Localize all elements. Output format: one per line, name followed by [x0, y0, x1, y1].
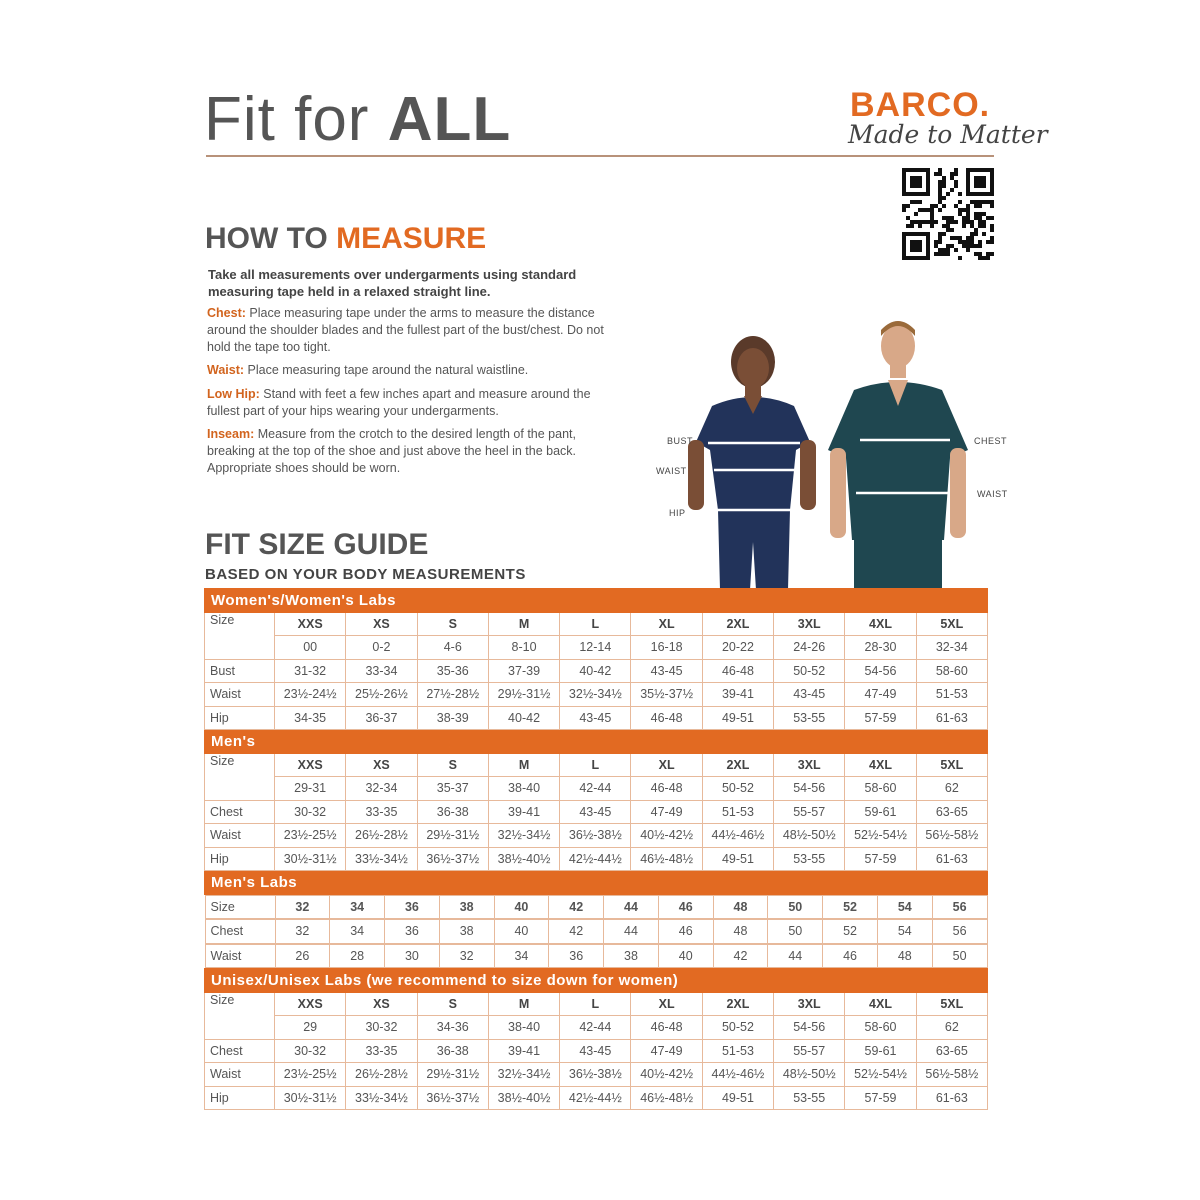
value-cell: 51-53	[702, 800, 773, 824]
numeric-size-cell: 46-48	[631, 777, 702, 801]
value-cell: 34	[330, 920, 385, 944]
table-row	[205, 1086, 988, 1110]
numeric-size-cell: 54-56	[774, 777, 845, 801]
row-label: Waist	[205, 1063, 275, 1087]
numeric-size-cell: 38-40	[488, 1016, 559, 1040]
value-cell: 44	[768, 944, 823, 968]
value-cell: 40½-42½	[631, 824, 702, 848]
value-cell: 48	[713, 920, 768, 944]
page-title: Fit for ALL	[204, 85, 512, 154]
value-cell: 38-39	[417, 706, 488, 730]
numeric-size-cell: 20-22	[702, 636, 773, 660]
size-cell: XXS	[275, 753, 346, 777]
value-cell: 43-45	[631, 659, 702, 683]
value-cell: 52	[823, 920, 878, 944]
value-cell: 52	[823, 895, 878, 919]
table-row	[205, 659, 988, 683]
value-cell: 57-59	[845, 847, 916, 871]
value-cell: 30-32	[275, 800, 346, 824]
size-cell: 3XL	[774, 753, 845, 777]
value-cell: 47-49	[631, 1039, 702, 1063]
value-cell: 46-48	[702, 659, 773, 683]
table-row	[205, 636, 988, 660]
value-cell: 56½-58½	[916, 824, 987, 848]
numeric-size-cell: 4-6	[417, 636, 488, 660]
table-row	[205, 800, 988, 824]
numeric-size-cell: 42-44	[560, 777, 631, 801]
value-cell: 39-41	[702, 683, 773, 707]
value-cell: 50	[932, 944, 987, 968]
value-cell: 46½-48½	[631, 1086, 702, 1110]
inseam-instruction: Inseam: Measure from the crotch to the desired length of the pant, breaking at the top of the shoe and just above the heel in the back. Appropriate shoes should be worn.	[207, 427, 577, 475]
value-cell: 55-57	[774, 1039, 845, 1063]
value-cell: 36½-37½	[417, 1086, 488, 1110]
value-cell: 37-39	[488, 659, 559, 683]
numeric-size-cell: 29	[275, 1016, 346, 1040]
table-row	[205, 683, 988, 707]
value-cell: 39-41	[488, 1039, 559, 1063]
size-cell: XXS	[275, 992, 346, 1016]
size-cell: 3XL	[774, 612, 845, 636]
value-cell: 32	[275, 920, 330, 944]
lab-row-table	[205, 944, 988, 969]
size-cell: 2XL	[702, 753, 773, 777]
size-cell: S	[417, 612, 488, 636]
table-row	[205, 1039, 988, 1063]
section-title: Women's/Women's Labs	[205, 589, 988, 613]
value-cell: 34	[330, 895, 385, 919]
row-label: Size	[205, 753, 275, 800]
bust-label: BUST	[667, 436, 694, 446]
value-cell: 25½-26½	[346, 683, 417, 707]
value-cell: 36-38	[417, 800, 488, 824]
row-label: Size	[205, 992, 275, 1039]
value-cell: 56½-58½	[916, 1063, 987, 1087]
row-label: Waist	[205, 824, 275, 848]
qr-code-icon[interactable]	[902, 168, 994, 260]
table-row	[205, 894, 988, 919]
size-cell: 4XL	[845, 753, 916, 777]
value-cell: 30-32	[275, 1039, 346, 1063]
value-cell: 46½-48½	[631, 847, 702, 871]
value-cell: 28	[330, 944, 385, 968]
row-label: Hip	[205, 847, 275, 871]
value-cell: 33-35	[346, 800, 417, 824]
value-cell: 50	[768, 920, 823, 944]
value-cell: 36	[385, 920, 440, 944]
row-label: Bust	[205, 659, 275, 683]
value-cell: 47-49	[845, 683, 916, 707]
value-cell: 44	[604, 920, 659, 944]
value-cell: 42½-44½	[560, 1086, 631, 1110]
size-cell: S	[417, 753, 488, 777]
numeric-size-cell: 58-60	[845, 777, 916, 801]
value-cell: 30½-31½	[275, 847, 346, 871]
lab-row-holder	[205, 894, 988, 919]
size-cell: 4XL	[845, 612, 916, 636]
value-cell: 30½-31½	[275, 1086, 346, 1110]
value-cell: 32½-34½	[488, 1063, 559, 1087]
value-cell: 51-53	[702, 1039, 773, 1063]
brand-tagline: Made to Matter	[848, 120, 1048, 149]
numeric-size-cell: 50-52	[702, 1016, 773, 1040]
value-cell: 61-63	[916, 847, 987, 871]
table-row	[205, 1016, 988, 1040]
table-row	[205, 1063, 988, 1087]
row-label: Hip	[205, 1086, 275, 1110]
value-cell: 32	[275, 895, 330, 919]
numeric-size-cell: 50-52	[702, 777, 773, 801]
value-cell: 48½-50½	[774, 824, 845, 848]
value-cell: 56	[932, 920, 987, 944]
row-label: Size	[205, 612, 275, 659]
size-cell: 2XL	[702, 612, 773, 636]
section-header	[205, 589, 988, 613]
size-cell: XS	[346, 992, 417, 1016]
value-cell: 50	[768, 895, 823, 919]
value-cell: 38	[439, 920, 494, 944]
value-cell: 43-45	[774, 683, 845, 707]
value-cell: 26	[275, 944, 330, 968]
value-cell: 49-51	[702, 1086, 773, 1110]
value-cell: 56	[932, 895, 987, 919]
title-divider	[206, 155, 994, 157]
value-cell: 38	[439, 895, 494, 919]
value-cell: 32½-34½	[560, 683, 631, 707]
value-cell: 53-55	[774, 706, 845, 730]
value-cell: 35½-37½	[631, 683, 702, 707]
section-header	[205, 730, 988, 754]
value-cell: 40-42	[488, 706, 559, 730]
value-cell: 61-63	[916, 1086, 987, 1110]
value-cell: 36-37	[346, 706, 417, 730]
value-cell: 39-41	[488, 800, 559, 824]
value-cell: 29½-31½	[417, 1063, 488, 1087]
value-cell: 29½-31½	[417, 824, 488, 848]
value-cell: 36½-38½	[560, 1063, 631, 1087]
size-cell: 4XL	[845, 992, 916, 1016]
value-cell: 38½-40½	[488, 1086, 559, 1110]
waist-label-man: WAIST	[977, 489, 1008, 499]
fit-size-guide-heading: FIT SIZE GUIDE	[205, 528, 429, 561]
value-cell: 48	[713, 895, 768, 919]
value-cell: 32½-34½	[488, 824, 559, 848]
woman-model	[688, 336, 816, 590]
numeric-size-cell: 32-34	[916, 636, 987, 660]
row-label: Chest	[205, 800, 275, 824]
numeric-size-cell: 42-44	[560, 1016, 631, 1040]
lab-row-holder	[205, 944, 988, 969]
section-title: Men's Labs	[205, 871, 988, 895]
value-cell: 32	[439, 944, 494, 968]
value-cell: 33½-34½	[346, 847, 417, 871]
value-cell: 44½-46½	[702, 824, 773, 848]
value-cell: 40½-42½	[631, 1063, 702, 1087]
value-cell: 50-52	[774, 659, 845, 683]
low-hip-instruction: Low Hip: Stand with feet a few inches apart and measure around the fullest part of your hips wearing your undergarments.	[207, 387, 591, 418]
value-cell: 44	[604, 895, 659, 919]
numeric-size-cell: 00	[275, 636, 346, 660]
value-cell: 48	[877, 944, 932, 968]
value-cell: 29½-31½	[488, 683, 559, 707]
measure-intro: Take all measurements over undergarments using standard measuring tape held in a relaxed straight line.	[208, 267, 577, 299]
size-cell: L	[560, 992, 631, 1016]
numeric-size-cell: 30-32	[346, 1016, 417, 1040]
numeric-size-cell: 28-30	[845, 636, 916, 660]
row-label: Chest	[205, 1039, 275, 1063]
chest-instruction: Chest: Place measuring tape under the arms to measure the distance around the shoulder blades and the fullest part of the bust/chest. Do not hold the tape too tight.	[207, 306, 604, 354]
table-row	[205, 944, 988, 969]
numeric-size-cell: 12-14	[560, 636, 631, 660]
size-cell: 2XL	[702, 992, 773, 1016]
value-cell: 33½-34½	[346, 1086, 417, 1110]
value-cell: 49-51	[702, 847, 773, 871]
size-cell: XS	[346, 753, 417, 777]
table-row	[205, 919, 988, 944]
value-cell: 52½-54½	[845, 1063, 916, 1087]
row-label: Waist	[205, 944, 275, 968]
value-cell: 48½-50½	[774, 1063, 845, 1087]
size-cell: M	[488, 992, 559, 1016]
size-cell: XL	[631, 612, 702, 636]
table-row	[205, 753, 988, 777]
value-cell: 49-51	[702, 706, 773, 730]
lab-row-table	[205, 895, 988, 920]
value-cell: 46	[658, 920, 713, 944]
value-cell: 34	[494, 944, 549, 968]
value-cell: 43-45	[560, 1039, 631, 1063]
section-title: Men's	[205, 730, 988, 754]
lab-row-holder	[205, 919, 988, 944]
table-row	[205, 777, 988, 801]
value-cell: 34-35	[275, 706, 346, 730]
value-cell: 42	[549, 895, 604, 919]
models-figure	[650, 310, 1010, 590]
fit-size-guide-subheading: BASED ON YOUR BODY MEASUREMENTS	[205, 566, 526, 583]
how-to-measure-heading: HOW TO MEASURE	[205, 222, 487, 255]
value-cell: 23½-25½	[275, 824, 346, 848]
value-cell: 57-59	[845, 706, 916, 730]
value-cell: 23½-24½	[275, 683, 346, 707]
numeric-size-cell: 16-18	[631, 636, 702, 660]
value-cell: 53-55	[774, 847, 845, 871]
value-cell: 36-38	[417, 1039, 488, 1063]
size-cell: 5XL	[916, 992, 987, 1016]
value-cell: 46-48	[631, 706, 702, 730]
value-cell: 54	[877, 895, 932, 919]
value-cell: 26½-28½	[346, 824, 417, 848]
value-cell: 47-49	[631, 800, 702, 824]
value-cell: 27½-28½	[417, 683, 488, 707]
size-cell: XS	[346, 612, 417, 636]
value-cell: 54-56	[845, 659, 916, 683]
value-cell: 40	[658, 944, 713, 968]
lab-row-table	[205, 919, 988, 944]
numeric-size-cell: 46-48	[631, 1016, 702, 1040]
size-cell: S	[417, 992, 488, 1016]
section-header	[205, 969, 988, 993]
value-cell: 36	[385, 895, 440, 919]
value-cell: 35-36	[417, 659, 488, 683]
value-cell: 43-45	[560, 706, 631, 730]
value-cell: 53-55	[774, 1086, 845, 1110]
table-row	[205, 847, 988, 871]
row-label: Chest	[205, 920, 275, 944]
waist-label-woman: WAIST	[656, 466, 687, 476]
value-cell: 38	[604, 944, 659, 968]
value-cell: 40	[494, 920, 549, 944]
value-cell: 42½-44½	[560, 847, 631, 871]
size-cell: L	[560, 612, 631, 636]
numeric-size-cell: 24-26	[774, 636, 845, 660]
numeric-size-cell: 35-37	[417, 777, 488, 801]
value-cell: 46	[658, 895, 713, 919]
value-cell: 59-61	[845, 1039, 916, 1063]
chest-label: CHEST	[974, 436, 1008, 446]
size-cell: M	[488, 753, 559, 777]
value-cell: 38½-40½	[488, 847, 559, 871]
numeric-size-cell: 29-31	[275, 777, 346, 801]
value-cell: 26½-28½	[346, 1063, 417, 1087]
value-cell: 44½-46½	[702, 1063, 773, 1087]
value-cell: 42	[713, 944, 768, 968]
value-cell: 40	[494, 895, 549, 919]
value-cell: 58-60	[916, 659, 987, 683]
value-cell: 43-45	[560, 800, 631, 824]
row-label: Size	[205, 895, 275, 919]
numeric-size-cell: 62	[916, 1016, 987, 1040]
value-cell: 33-35	[346, 1039, 417, 1063]
value-cell: 63-65	[916, 1039, 987, 1063]
value-cell: 36½-37½	[417, 847, 488, 871]
numeric-size-cell: 32-34	[346, 777, 417, 801]
size-cell: 5XL	[916, 612, 987, 636]
size-cell: L	[560, 753, 631, 777]
row-label: Waist	[205, 683, 275, 707]
value-cell: 59-61	[845, 800, 916, 824]
numeric-size-cell: 0-2	[346, 636, 417, 660]
numeric-size-cell: 62	[916, 777, 987, 801]
size-guide-table	[204, 588, 988, 1110]
value-cell: 55-57	[774, 800, 845, 824]
section-header	[205, 871, 988, 895]
row-label: Hip	[205, 706, 275, 730]
brand-logo: BARCO.	[850, 86, 991, 124]
numeric-size-cell: 34-36	[417, 1016, 488, 1040]
value-cell: 40-42	[560, 659, 631, 683]
value-cell: 31-32	[275, 659, 346, 683]
numeric-size-cell: 8-10	[488, 636, 559, 660]
value-cell: 36½-38½	[560, 824, 631, 848]
value-cell: 23½-25½	[275, 1063, 346, 1087]
value-cell: 52½-54½	[845, 824, 916, 848]
size-cell: XXS	[275, 612, 346, 636]
size-cell: 3XL	[774, 992, 845, 1016]
value-cell: 36	[549, 944, 604, 968]
table-row	[205, 706, 988, 730]
value-cell: 42	[549, 920, 604, 944]
value-cell: 54	[877, 920, 932, 944]
size-cell: XL	[631, 753, 702, 777]
man-model	[828, 321, 968, 590]
value-cell: 46	[823, 944, 878, 968]
value-cell: 61-63	[916, 706, 987, 730]
table-row	[205, 992, 988, 1016]
hip-label: HIP	[669, 508, 686, 518]
waist-instruction: Waist: Place measuring tape around the natural waistline.	[207, 363, 529, 377]
numeric-size-cell: 58-60	[845, 1016, 916, 1040]
numeric-size-cell: 54-56	[774, 1016, 845, 1040]
table-row	[205, 612, 988, 636]
value-cell: 33-34	[346, 659, 417, 683]
numeric-size-cell: 38-40	[488, 777, 559, 801]
value-cell: 63-65	[916, 800, 987, 824]
value-cell: 51-53	[916, 683, 987, 707]
value-cell: 57-59	[845, 1086, 916, 1110]
table-row	[205, 824, 988, 848]
value-cell: 30	[385, 944, 440, 968]
section-title: Unisex/Unisex Labs (we recommend to size down for women)	[205, 969, 988, 993]
size-cell: M	[488, 612, 559, 636]
size-cell: XL	[631, 992, 702, 1016]
size-cell: 5XL	[916, 753, 987, 777]
